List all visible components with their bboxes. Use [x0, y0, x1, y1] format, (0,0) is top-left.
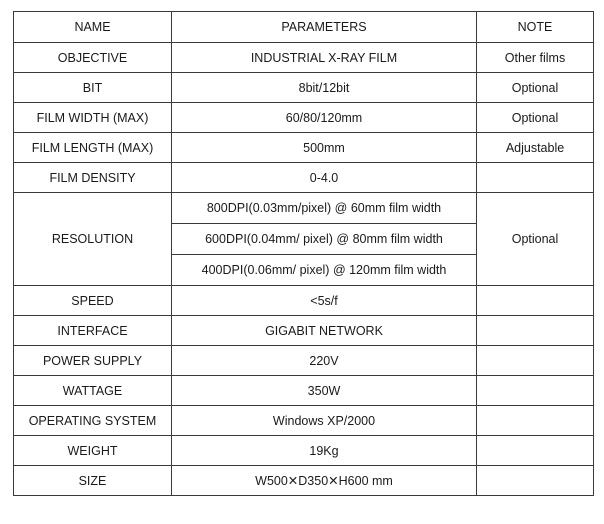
cell-value: GIGABIT NETWORK — [172, 316, 477, 346]
table-row-speed — [14, 286, 594, 316]
cell-note — [477, 436, 594, 466]
table-row-power-supply — [14, 346, 594, 376]
table-row-film-length — [14, 133, 594, 163]
cell-value: INDUSTRIAL X-RAY FILM — [172, 43, 477, 73]
cell-note — [477, 286, 594, 316]
cell-name: FILM DENSITY — [14, 163, 172, 193]
header-parameters: PARAMETERS — [172, 12, 477, 43]
header-note: NOTE — [477, 12, 594, 43]
cell-value: 60/80/120mm — [172, 103, 477, 133]
cell-value: <5s/f — [172, 286, 477, 316]
table-row-resolution — [14, 193, 594, 224]
cell-note — [477, 376, 594, 406]
cell-value: 8bit/12bit — [172, 73, 477, 103]
cell-value: 350W — [172, 376, 477, 406]
cell-note: Other films — [477, 43, 594, 73]
table-row-objective — [14, 43, 594, 73]
cell-note — [477, 316, 594, 346]
table-row-bit — [14, 73, 594, 103]
table-header-row — [14, 12, 594, 43]
specifications-table — [13, 11, 594, 496]
cell-value: 0-4.0 — [172, 163, 477, 193]
cell-value: 600DPI(0.04mm/ pixel) @ 80mm film width — [172, 224, 477, 255]
cell-name: WATTAGE — [14, 376, 172, 406]
cell-value: 220V — [172, 346, 477, 376]
cell-note: Optional — [477, 73, 594, 103]
cell-name: INTERFACE — [14, 316, 172, 346]
table-row-size — [14, 466, 594, 496]
cell-name: SIZE — [14, 466, 172, 496]
cell-name: SPEED — [14, 286, 172, 316]
cell-name: RESOLUTION — [14, 193, 172, 286]
cell-name: BIT — [14, 73, 172, 103]
cell-note: Adjustable — [477, 133, 594, 163]
cell-note: Optional — [477, 193, 594, 286]
table-row-interface — [14, 316, 594, 346]
cell-value: 800DPI(0.03mm/pixel) @ 60mm film width — [172, 193, 477, 224]
cell-name: POWER SUPPLY — [14, 346, 172, 376]
cell-value: Windows XP/2000 — [172, 406, 477, 436]
cell-name: OPERATING SYSTEM — [14, 406, 172, 436]
cell-name: WEIGHT — [14, 436, 172, 466]
cell-name: FILM WIDTH (MAX) — [14, 103, 172, 133]
cell-note: Optional — [477, 103, 594, 133]
cell-note — [477, 346, 594, 376]
cell-value: W500✕D350✕H600 mm — [172, 466, 477, 496]
table-row-weight — [14, 436, 594, 466]
table-row-operating-system — [14, 406, 594, 436]
table-row-wattage — [14, 376, 594, 406]
cell-note — [477, 163, 594, 193]
cell-name: FILM LENGTH (MAX) — [14, 133, 172, 163]
cell-name: OBJECTIVE — [14, 43, 172, 73]
cell-note — [477, 406, 594, 436]
cell-note — [477, 466, 594, 496]
header-name: NAME — [14, 12, 172, 43]
cell-value: 400DPI(0.06mm/ pixel) @ 120mm film width — [172, 255, 477, 286]
table-row-film-density — [14, 163, 594, 193]
cell-value: 19Kg — [172, 436, 477, 466]
cell-value: 500mm — [172, 133, 477, 163]
table-row-film-width — [14, 103, 594, 133]
